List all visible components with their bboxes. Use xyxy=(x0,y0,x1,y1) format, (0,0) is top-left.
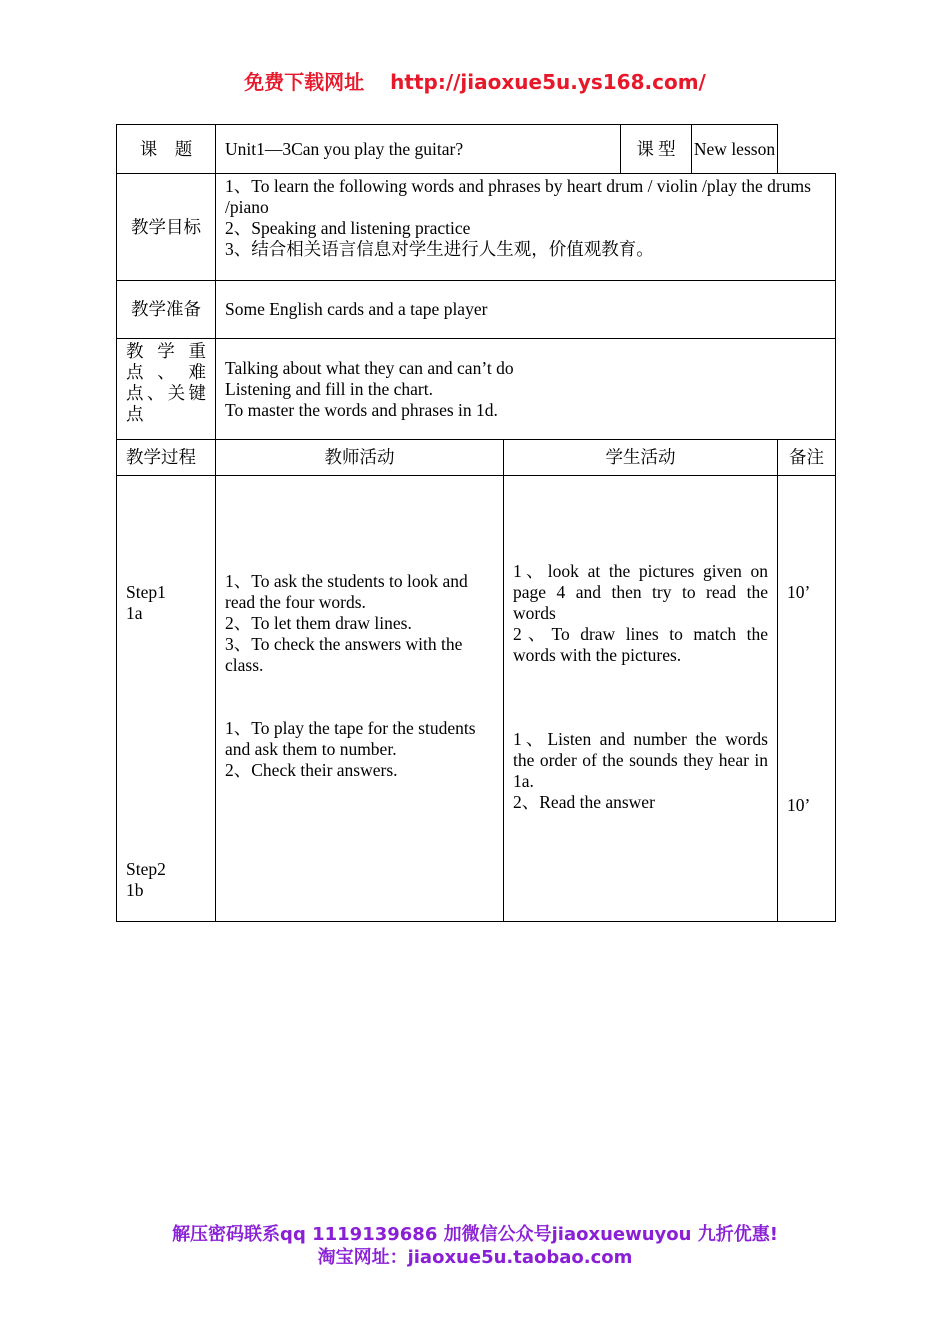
col-header-process: 教学过程 xyxy=(117,440,216,476)
download-url-link[interactable]: http://jiaoxue5u.ys168.com/ xyxy=(390,70,706,94)
key-point-item: To master the words and phrases in 1d. xyxy=(225,399,498,420)
step2-note: 10’ xyxy=(787,795,811,815)
key-point-item: Talking about what they can and can’t do xyxy=(225,357,514,378)
steps-row xyxy=(117,476,836,922)
student-activity: 1、Listen and number the words the order of the sounds they hear in 1a. xyxy=(513,729,768,791)
key-point-item: Listening and fill in the chart. xyxy=(225,378,434,399)
col-header-student: 学生活动 xyxy=(504,440,778,476)
goal-item: 3、结合相关语言信息对学生进行人生观，价值观教育。 xyxy=(225,239,654,259)
footer-contact: 解压密码联系qq 1119139686 加微信公众号jiaoxuewuyou 九折优惠! xyxy=(172,1224,778,1245)
col-header-teacher: 教师活动 xyxy=(216,440,504,476)
teacher-activity: 1、To ask the students to look and read the four words. xyxy=(225,571,468,612)
step2-sub: 1b xyxy=(126,880,144,900)
prep-label: 教学准备 xyxy=(117,281,216,339)
key-points-cell xyxy=(216,339,836,440)
type-label: 课 型 xyxy=(621,125,692,173)
key-points-row xyxy=(117,339,836,440)
goal-item: 2、Speaking and listening practice xyxy=(225,218,471,238)
key-label-cell xyxy=(117,339,216,440)
prep-value: Some English cards and a tape player xyxy=(216,281,836,339)
prep-row xyxy=(117,281,836,339)
topic-row xyxy=(117,125,836,174)
topic-value: Unit1—3Can you play the guitar? xyxy=(216,125,621,174)
student-activity: 1、look at the pictures given on page 4 and then try to read the words xyxy=(513,561,768,623)
student-activity: 2、To draw lines to match the words with the pictures. xyxy=(513,624,768,665)
goals-cell xyxy=(216,174,836,281)
teacher-activity: 2、To let them draw lines. xyxy=(225,613,412,633)
teacher-activity: 3、To check the answers with the class. xyxy=(225,634,463,675)
step2-label: Step2 xyxy=(126,859,166,879)
type-cell xyxy=(621,125,778,174)
topic-label: 课 题 xyxy=(117,125,216,174)
type-value: New lesson xyxy=(693,138,776,159)
student-activities-cell xyxy=(504,476,778,922)
teacher-activity: 1、To play the tape for the students and ask them to number. xyxy=(225,718,476,759)
key-label: 教 学 重 点、难点、关键点 xyxy=(126,341,206,424)
steps-label-cell xyxy=(117,476,216,922)
lesson-plan-table xyxy=(116,124,836,922)
goals-row xyxy=(117,174,836,281)
notes-cell xyxy=(778,476,836,922)
download-header xyxy=(0,66,950,95)
goal-item: 1、To learn the following words and phrases by heart drum / violin /play the drums /piano xyxy=(225,176,811,217)
process-header-row xyxy=(117,440,836,476)
footer-shop-url[interactable]: 淘宝网址：jiaoxue5u.taobao.com xyxy=(317,1247,633,1268)
col-header-note: 备注 xyxy=(778,440,836,476)
download-label: 免费下载网址 xyxy=(244,70,365,94)
step1-label: Step1 xyxy=(126,582,166,602)
goals-label: 教学目标 xyxy=(117,174,216,281)
student-activity: 2、Read the answer xyxy=(513,792,655,812)
teacher-activities-cell xyxy=(216,476,504,922)
step1-note: 10’ xyxy=(787,582,811,602)
step1-sub: 1a xyxy=(126,603,143,623)
teacher-activity: 2、Check their answers. xyxy=(225,760,398,780)
